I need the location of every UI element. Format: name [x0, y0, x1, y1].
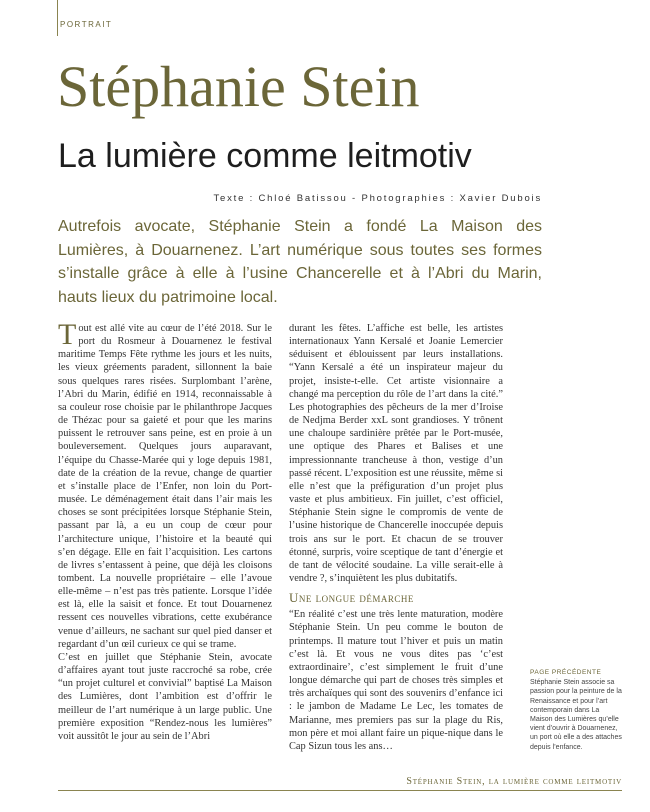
photo-caption — [530, 668, 622, 752]
caption-text: Stéphanie Stein associe sa passion pour la peinture de la Renaissance et pour l’art contemporain dans La Maison des Lumières qu’elle vient d’ouvrir à Douarnenez, un port où elle a des attaches depuis l’enfance. — [530, 679, 622, 751]
running-footer: Stéphanie Stein, la lumière comme leitmotiv — [406, 776, 622, 787]
body-paragraph: durant les fêtes. L’affiche est belle, les artistes internationaux Yann Kersalé et Joanie Lemercier séduisent et éblouissent par leurs installations. “Yann Kersalé a été un inspirateur majeur du projet, insiste-t-elle. Cet artiste visionnaire a changé ma perception du rôle de l’art dans la cité.” Les photographies des pêcheurs de la mer d’Iroise de Nedjma Berder xxL sont grandioses. Y trônent une chaloupe sardinière prêtée par le Port-musée, une optique des Phares et Balises et une impressionnante trancheuse à thon, vestige d’un passé récent. L’exposition est une réussite, même si elle n’est que la préfiguration d’un projet plus vaste et plus ambitieux. Fin juillet, c’est officiel, Stéphanie Stein signe le compromis de vente de l’usine historique de Chancerelle inoccupée depuis trois ans sur le port. Et chacun de se trouver étonné, surpris, voire sceptique de tant d’énergie et de tant de vélocité soudaine. La ville serait-elle à vendre ?, s’inquiètent les plus dubitatifs. — [289, 323, 504, 584]
drop-cap: T — [58, 318, 77, 351]
article-subtitle: La lumière comme leitmotiv — [58, 137, 472, 175]
intro-paragraph: Autrefois avocate, Stéphanie Stein a fondé La Maison des Lumières, à Douarnenez. L’art numérique sous toutes ses formes s’installe grâce à elle à l’usine Chancerelle et à l’Abri du Marin, hauts lieux du patrimoine local. — [58, 218, 542, 306]
section-heading: Une longue démarche — [289, 590, 414, 606]
body-paragraph — [58, 318, 272, 651]
section-label: PORTRAIT — [60, 20, 113, 29]
header-rule — [57, 0, 58, 36]
body-paragraph: C’est en juillet que Stéphanie Stein, avocate d’affaires ayant tout juste raccroché sa robe, crée “un projet culturel et convivial” baptisé La Maison des Lumières, dont l’ambition est d’offrir le meilleur de l’art numérique à un large public. Une première exposition “Rendez-nous les lumières” voit aussitôt le jour au sein de l’Abri — [58, 651, 272, 742]
footer-rule — [58, 790, 622, 791]
paragraph-text: out est allé vite au cœur de l’été 2018. Sur le port du Rosmeur à Douarnenez le festival maritime Temps Fête rythme les jours et les nuits, les vieux gréements paradent, sillonnent la baie sous quelques rares risées. Surplombant l’arène, l’Abri du Marin, édifié en 1914, reconnaissable à sa couleur rose choisie par le philanthrope Jacques de Thézac pour sa gaieté et pour que les marins puissent le retrouver sans peine, est en proie à un bouleversement. Quelques jours auparavant, l’équipe du Chasse-Marée qui y loge depuis 1981, date de la création de la revue, change de quartier et s’installe place de l’Enfer, non loin du Port-musée. Le déménagement était dans l’air mais les choses se sont précipitées lorsque Stéphanie Stein, passant par là, a eu un coup de cœur pour l’architecture unique, l’histoire et la beauté qui s’en dégage. Elle en fait l’acquisition. Les cartons de livres s’entassent à peine, que déjà les cloisons tombent. La nouvelle propriétaire – elle l’avoue elle-même – n’est pas très patiente. Lorsque l’idée est là, elle la saisit et fonce. Et tout Douarnenez ressent ces nouvelles vibrations, cette exubérance venue d’ailleurs, ne sachant sur quel pied danser et regardant d’un œil curieux ce qui se trame. — [58, 323, 272, 650]
body-column-2 — [289, 322, 503, 753]
caption-title: PAGE PRÉCÉDENTE — [530, 669, 602, 676]
credits: Texte : Chloé Batissou - Photographies : Xavier Dubois — [213, 193, 542, 204]
body-column-1 — [58, 318, 272, 743]
body-paragraph: “En réalité c’est une très lente maturation, modère Stéphanie Stein. Un peu comme le bouton de printemps. Il mature tout l’hiver et puis un matin c’est là. Et vous ne vous dites pas ‘c’est extraordinaire’, c’est simplement le fruit d’une longue démarche qui part de choses très simples et très archaïques qui sont des souvenirs d’enfance ici : le jambon de Madame Le Lec, les tomates de Marianne, mes premiers pas sur la plage du Ris, mon père et moi allant faire un pique-nique dans le Cap Sizun tous les ans… — [289, 609, 503, 752]
article-title: Stéphanie Stein — [57, 54, 420, 119]
